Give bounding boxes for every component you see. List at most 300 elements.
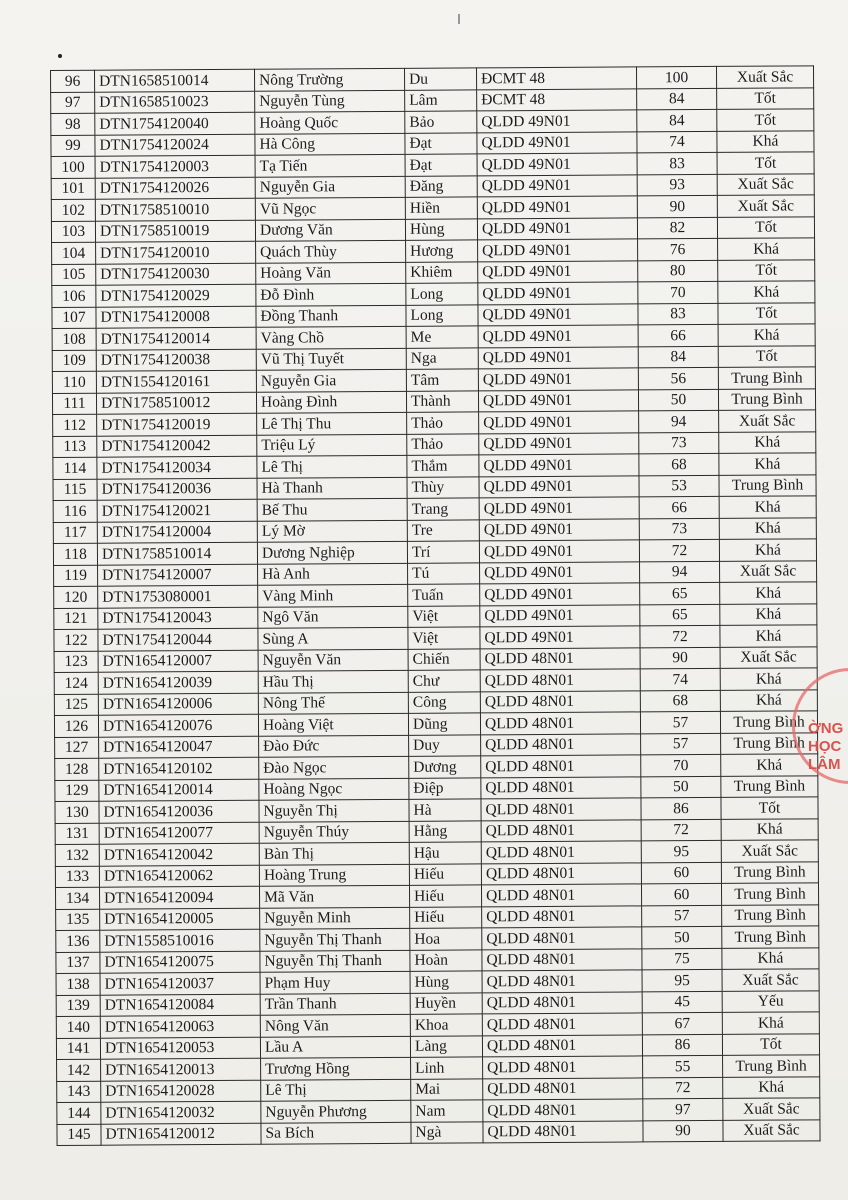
given-name-cell: Đạt — [405, 132, 477, 154]
grade-cell: Khá — [722, 1012, 819, 1034]
score-cell: 84 — [637, 109, 717, 131]
student-score-table — [50, 65, 821, 1146]
class-name-cell: QLDD 48N01 — [482, 1013, 642, 1035]
score-cell: 74 — [640, 668, 720, 690]
grade-cell: Khá — [719, 496, 816, 518]
row-number-cell: 120 — [54, 586, 98, 608]
family-name-cell: Lầu A — [260, 1036, 410, 1058]
row-number-cell: 145 — [57, 1124, 101, 1146]
grade-cell: Khá — [719, 431, 816, 453]
class-name-cell: QLDD 49N01 — [477, 196, 637, 218]
score-cell: 73 — [639, 518, 719, 540]
class-name-cell: QLDD 49N01 — [478, 368, 638, 390]
class-name-cell: QLDD 49N01 — [479, 454, 639, 476]
grade-cell: Khá — [720, 582, 817, 604]
class-name-cell: QLDD 48N01 — [482, 970, 642, 992]
grade-cell: Khá — [721, 754, 818, 776]
score-cell: 72 — [639, 539, 719, 561]
score-cell: 73 — [639, 432, 719, 454]
student-id-cell: DTN1654120005 — [100, 908, 260, 930]
score-cell: 84 — [638, 346, 718, 368]
row-number-cell: 113 — [53, 436, 97, 458]
class-name-cell: QLDD 49N01 — [477, 110, 637, 132]
class-name-cell: QLDD 49N01 — [479, 518, 639, 540]
family-name-cell: Hà Công — [255, 133, 405, 155]
row-number-cell: 101 — [51, 178, 95, 200]
class-name-cell: QLDD 49N01 — [478, 325, 638, 347]
grade-cell: Khá — [720, 689, 817, 711]
given-name-cell: Trang — [407, 498, 479, 520]
class-name-cell: QLDD 48N01 — [481, 884, 641, 906]
row-number-cell: 144 — [57, 1102, 101, 1124]
seal-line: HỌC — [808, 738, 842, 755]
grade-cell: Xuất Sắc — [720, 646, 817, 668]
grade-cell: Trung Bình — [722, 904, 819, 926]
row-number-cell: 130 — [55, 801, 99, 823]
grade-cell: Xuất Sắc — [722, 969, 819, 991]
grade-cell: Xuất Sắc — [717, 173, 814, 195]
student-id-cell: DTN1654120102 — [99, 757, 259, 779]
class-name-cell: QLDD 49N01 — [479, 475, 639, 497]
paper-mark — [458, 14, 460, 24]
family-name-cell: Nông Trường — [254, 68, 404, 90]
row-number-cell: 141 — [56, 1038, 100, 1060]
family-name-cell: Đào Ngọc — [259, 756, 409, 778]
class-name-cell: QLDD 49N01 — [480, 561, 640, 583]
grade-cell: Xuất Sắc — [717, 195, 814, 217]
row-number-cell: 109 — [52, 350, 96, 372]
family-name-cell: Sùng A — [258, 627, 408, 649]
row-number-cell: 102 — [51, 199, 95, 221]
family-name-cell: Nguyễn Minh — [260, 907, 410, 929]
class-name-cell: QLDD 48N01 — [481, 733, 641, 755]
family-name-cell: Hoàng Ngọc — [259, 778, 409, 800]
grade-cell: Khá — [721, 818, 818, 840]
given-name-cell: Thảo — [407, 412, 479, 434]
given-name-cell: Ngà — [411, 1121, 483, 1143]
class-name-cell: QLDD 49N01 — [477, 217, 637, 239]
row-number-cell: 127 — [55, 737, 99, 759]
grade-cell: Khá — [718, 324, 815, 346]
given-name-cell: Chư — [408, 670, 480, 692]
given-name-cell: Hùng — [410, 971, 482, 993]
given-name-cell: Tre — [407, 519, 479, 541]
given-name-cell: Tú — [408, 562, 480, 584]
family-name-cell: Nông Văn — [260, 1014, 410, 1036]
score-cell: 72 — [640, 625, 720, 647]
grade-cell: Trung Bình — [719, 474, 816, 496]
family-name-cell: Nông Thế — [258, 692, 408, 714]
row-number-cell: 122 — [54, 629, 98, 651]
given-name-cell: Long — [406, 304, 478, 326]
given-name-cell: Hiếu — [409, 885, 481, 907]
grade-cell: Trung Bình — [721, 883, 818, 905]
student-id-cell: DTN1754120042 — [97, 435, 257, 457]
given-name-cell: Duy — [409, 734, 481, 756]
score-cell: 65 — [640, 582, 720, 604]
score-cell: 70 — [641, 754, 721, 776]
student-id-cell: DTN1754120029 — [96, 284, 256, 306]
student-id-cell: DTN1754120036 — [97, 478, 257, 500]
grade-cell: Khá — [717, 130, 814, 152]
family-name-cell: Ngô Văn — [258, 606, 408, 628]
grade-cell: Tốt — [722, 1033, 819, 1055]
grade-cell: Khá — [719, 453, 816, 475]
student-id-cell: DTN1754120014 — [96, 327, 256, 349]
given-name-cell: Nam — [411, 1100, 483, 1122]
given-name-cell: Trí — [407, 541, 479, 563]
class-name-cell: QLDD 48N01 — [481, 798, 641, 820]
given-name-cell: Hằng — [409, 820, 481, 842]
row-number-cell: 131 — [55, 823, 99, 845]
family-name-cell: Hoàng Đình — [256, 391, 406, 413]
grade-cell: Xuất Sắc — [720, 560, 817, 582]
score-cell: 68 — [640, 690, 720, 712]
grade-cell: Khá — [718, 281, 815, 303]
grade-cell: Khá — [723, 1076, 820, 1098]
row-number-cell: 136 — [56, 930, 100, 952]
family-name-cell: Bàn Thị — [259, 842, 409, 864]
grade-cell: Tốt — [717, 152, 814, 174]
score-cell: 90 — [643, 1120, 723, 1142]
score-cell: 60 — [641, 862, 721, 884]
seal-text — [808, 720, 843, 774]
given-name-cell: Huyền — [410, 992, 482, 1014]
student-id-cell: DTN1654120075 — [100, 951, 260, 973]
student-id-cell: DTN1758510010 — [95, 198, 255, 220]
student-id-cell: DTN1654120032 — [101, 1101, 261, 1123]
class-name-cell: QLDD 48N01 — [482, 1034, 642, 1056]
row-number-cell: 125 — [54, 694, 98, 716]
row-number-cell: 119 — [54, 565, 98, 587]
family-name-cell: Vàng Chồ — [256, 326, 406, 348]
row-number-cell: 138 — [56, 973, 100, 995]
given-name-cell: Hoa — [410, 928, 482, 950]
score-cell: 83 — [637, 152, 717, 174]
family-name-cell: Đồng Thanh — [256, 305, 406, 327]
student-id-cell: DTN1654120007 — [98, 650, 258, 672]
class-name-cell: QLDD 49N01 — [477, 153, 637, 175]
student-id-cell: DTN1558510016 — [100, 929, 260, 951]
row-number-cell: 105 — [52, 264, 96, 286]
grade-cell: Khá — [719, 517, 816, 539]
given-name-cell: Tuấn — [408, 584, 480, 606]
row-number-cell: 112 — [53, 414, 97, 436]
family-name-cell: Hoàng Văn — [256, 262, 406, 284]
student-id-cell: DTN1654120053 — [100, 1037, 260, 1059]
row-number-cell: 134 — [55, 887, 99, 909]
class-name-cell: QLDD 49N01 — [480, 583, 640, 605]
family-name-cell: Vũ Thị Tuyết — [256, 348, 406, 370]
class-name-cell: QLDD 48N01 — [483, 1077, 643, 1099]
score-cell: 100 — [636, 66, 716, 88]
row-number-cell: 123 — [54, 651, 98, 673]
score-cell: 45 — [642, 991, 722, 1013]
score-cell: 70 — [638, 281, 718, 303]
family-name-cell: Sa Bích — [261, 1122, 411, 1144]
student-id-cell: DTN1758510014 — [97, 542, 257, 564]
grade-cell: Trung Bình — [721, 861, 818, 883]
family-name-cell: Hà Anh — [258, 563, 408, 585]
student-id-cell: DTN1758510019 — [95, 220, 255, 242]
family-name-cell: Hoàng Trung — [259, 864, 409, 886]
score-cell: 50 — [638, 389, 718, 411]
row-number-cell: 133 — [55, 866, 99, 888]
family-name-cell: Nguyễn Thị Thanh — [260, 928, 410, 950]
grade-cell: Xuất Sắc — [721, 840, 818, 862]
given-name-cell: Khoa — [410, 1014, 482, 1036]
score-cell: 76 — [638, 238, 718, 260]
student-id-cell: DTN1754120007 — [98, 564, 258, 586]
score-cell: 75 — [642, 948, 722, 970]
student-id-cell: DTN1754120038 — [96, 349, 256, 371]
class-name-cell: QLDD 49N01 — [480, 626, 640, 648]
student-id-cell: DTN1754120004 — [97, 521, 257, 543]
given-name-cell: Chiến — [408, 648, 480, 670]
given-name-cell: Đạt — [405, 154, 477, 176]
grade-cell: Xuất Sắc — [723, 1098, 820, 1120]
family-name-cell: Nguyễn Thị Thanh — [260, 950, 410, 972]
grade-cell: Trung Bình — [721, 732, 818, 754]
student-id-cell: DTN1654120012 — [101, 1123, 261, 1145]
score-cell: 66 — [638, 324, 718, 346]
grade-cell: Trung Bình — [722, 926, 819, 948]
given-name-cell: Làng — [410, 1035, 482, 1057]
class-name-cell: QLDD 48N01 — [481, 841, 641, 863]
student-id-cell: DTN1654120028 — [101, 1080, 261, 1102]
score-cell: 95 — [642, 969, 722, 991]
class-name-cell: QLDD 49N01 — [478, 239, 638, 261]
class-name-cell: QLDD 49N01 — [479, 497, 639, 519]
row-number-cell: 142 — [57, 1059, 101, 1081]
score-cell: 50 — [642, 926, 722, 948]
class-name-cell: QLDD 49N01 — [477, 131, 637, 153]
given-name-cell: Việt — [408, 627, 480, 649]
grade-cell: Khá — [720, 625, 817, 647]
student-id-cell: DTN1754120043 — [98, 607, 258, 629]
given-name-cell: Thùy — [407, 476, 479, 498]
score-cell: 72 — [643, 1077, 723, 1099]
class-name-cell: QLDD 48N01 — [480, 712, 640, 734]
class-name-cell: QLDD 48N01 — [483, 1120, 643, 1142]
row-number-cell: 98 — [51, 113, 95, 135]
score-cell: 50 — [641, 776, 721, 798]
class-name-cell: QLDD 48N01 — [480, 647, 640, 669]
row-number-cell: 96 — [51, 70, 95, 92]
score-cell: 95 — [641, 840, 721, 862]
row-number-cell: 140 — [56, 1016, 100, 1038]
class-name-cell: QLDD 49N01 — [478, 346, 638, 368]
class-name-cell: QLDD 48N01 — [481, 776, 641, 798]
given-name-cell: Tâm — [406, 369, 478, 391]
student-id-cell: DTN1654120014 — [99, 779, 259, 801]
table-body — [51, 66, 821, 1146]
student-id-cell: DTN1754120010 — [96, 241, 256, 263]
student-id-cell: DTN1654120042 — [99, 843, 259, 865]
student-id-cell: DTN1658510014 — [95, 69, 255, 91]
student-id-cell: DTN1754120008 — [96, 306, 256, 328]
score-cell: 72 — [641, 819, 721, 841]
given-name-cell: Hà — [409, 799, 481, 821]
score-cell: 53 — [639, 475, 719, 497]
class-name-cell: QLDD 49N01 — [477, 174, 637, 196]
family-name-cell: Tạ Tiến — [255, 154, 405, 176]
family-name-cell: Đỗ Đình — [256, 283, 406, 305]
grade-cell: Trung Bình — [718, 388, 815, 410]
grade-cell: Xuất Sắc — [719, 410, 816, 432]
given-name-cell: Hậu — [409, 842, 481, 864]
class-name-cell: QLDD 48N01 — [481, 755, 641, 777]
row-number-cell: 111 — [52, 393, 96, 415]
family-name-cell: Mã Văn — [259, 885, 409, 907]
score-cell: 57 — [641, 733, 721, 755]
class-name-cell: QLDD 48N01 — [482, 948, 642, 970]
class-name-cell: QLDD 49N01 — [479, 411, 639, 433]
family-name-cell: Dương Nghiệp — [257, 541, 407, 563]
family-name-cell: Nguyễn Gia — [255, 176, 405, 198]
given-name-cell: Thành — [406, 390, 478, 412]
given-name-cell: Lâm — [405, 89, 477, 111]
class-name-cell: QLDD 49N01 — [479, 540, 639, 562]
student-id-cell: DTN1758510012 — [96, 392, 256, 414]
row-number-cell: 128 — [55, 758, 99, 780]
student-id-cell: DTN1754120034 — [97, 456, 257, 478]
student-id-cell: DTN1654120036 — [99, 800, 259, 822]
student-id-cell: DTN1654120013 — [101, 1058, 261, 1080]
score-cell: 55 — [643, 1055, 723, 1077]
student-id-cell: DTN1754120021 — [97, 499, 257, 521]
row-number-cell: 103 — [51, 221, 95, 243]
given-name-cell: Hùng — [405, 218, 477, 240]
class-name-cell: QLDD 48N01 — [482, 991, 642, 1013]
class-name-cell: QLDD 48N01 — [480, 669, 640, 691]
score-cell: 74 — [637, 131, 717, 153]
student-id-cell: DTN1754120030 — [96, 263, 256, 285]
class-name-cell: QLDD 49N01 — [478, 260, 638, 282]
grade-cell: Tốt — [721, 797, 818, 819]
class-name-cell: QLDD 48N01 — [483, 1099, 643, 1121]
grade-cell: Tốt — [718, 345, 815, 367]
score-cell: 67 — [642, 1012, 722, 1034]
grade-cell: Xuất Sắc — [716, 66, 813, 88]
given-name-cell: Bảo — [405, 111, 477, 133]
student-id-cell: DTN1754120024 — [95, 134, 255, 156]
score-cell: 56 — [638, 367, 718, 389]
score-cell: 68 — [639, 453, 719, 475]
given-name-cell: Hiền — [405, 197, 477, 219]
class-name-cell: QLDD 48N01 — [483, 1056, 643, 1078]
row-number-cell: 129 — [55, 780, 99, 802]
given-name-cell: Dũng — [408, 713, 480, 735]
student-id-cell: DTN1654120063 — [100, 1015, 260, 1037]
family-name-cell: Nguyễn Phương — [261, 1100, 411, 1122]
given-name-cell: Long — [406, 283, 478, 305]
score-cell: 66 — [639, 496, 719, 518]
bullet-dot — [58, 54, 62, 58]
seal-line: LÂM — [808, 756, 841, 773]
grade-cell: Trung Bình — [723, 1055, 820, 1077]
score-cell: 86 — [641, 797, 721, 819]
given-name-cell: Nga — [406, 347, 478, 369]
student-id-cell: DTN1654120076 — [98, 714, 258, 736]
score-cell: 65 — [640, 604, 720, 626]
class-name-cell: QLDD 49N01 — [480, 604, 640, 626]
row-number-cell: 106 — [52, 285, 96, 307]
class-name-cell: ĐCMT 48 — [476, 67, 636, 89]
row-number-cell: 117 — [53, 522, 97, 544]
student-id-cell: DTN1654120094 — [99, 886, 259, 908]
row-number-cell: 143 — [57, 1081, 101, 1103]
score-cell: 80 — [638, 260, 718, 282]
grade-cell: Yếu — [722, 990, 819, 1012]
score-cell: 86 — [642, 1034, 722, 1056]
score-cell: 57 — [640, 711, 720, 733]
row-number-cell: 110 — [52, 371, 96, 393]
given-name-cell: Hiếu — [410, 906, 482, 928]
grade-cell: Khá — [722, 947, 819, 969]
row-number-cell: 135 — [56, 909, 100, 931]
row-number-cell: 99 — [51, 135, 95, 157]
row-number-cell: 126 — [54, 715, 98, 737]
grade-cell: Trung Bình — [720, 711, 817, 733]
row-number-cell: 139 — [56, 995, 100, 1017]
score-cell: 83 — [638, 303, 718, 325]
family-name-cell: Trương Hồng — [261, 1057, 411, 1079]
score-cell: 93 — [637, 174, 717, 196]
family-name-cell: Lê Thị — [257, 455, 407, 477]
student-id-cell: DTN1754120026 — [95, 177, 255, 199]
student-id-cell: DTN1654120062 — [99, 865, 259, 887]
row-number-cell: 114 — [53, 457, 97, 479]
given-name-cell: Hiếu — [409, 863, 481, 885]
table-row — [57, 1119, 820, 1145]
student-id-cell: DTN1654120047 — [99, 736, 259, 758]
student-id-cell: DTN1654120084 — [100, 994, 260, 1016]
student-id-cell: DTN1754120044 — [98, 628, 258, 650]
grade-cell: Khá — [720, 668, 817, 690]
grade-cell: Tốt — [717, 216, 814, 238]
row-number-cell: 107 — [52, 307, 96, 329]
class-name-cell: QLDD 49N01 — [479, 432, 639, 454]
row-number-cell: 124 — [54, 672, 98, 694]
given-name-cell: Đăng — [405, 175, 477, 197]
given-name-cell: Hoàn — [410, 949, 482, 971]
row-number-cell: 121 — [54, 608, 98, 630]
given-name-cell: Linh — [411, 1057, 483, 1079]
score-cell: 94 — [640, 561, 720, 583]
given-name-cell: Du — [404, 68, 476, 90]
grade-cell: Khá — [719, 539, 816, 561]
score-cell: 90 — [637, 195, 717, 217]
student-id-cell: DTN1754120040 — [95, 112, 255, 134]
row-number-cell: 116 — [53, 500, 97, 522]
family-name-cell: Nguyễn Thúy — [259, 821, 409, 843]
family-name-cell: Nguyễn Tùng — [255, 90, 405, 112]
score-cell: 97 — [643, 1098, 723, 1120]
given-name-cell: Việt — [408, 605, 480, 627]
student-id-cell: DTN1754120019 — [97, 413, 257, 435]
given-name-cell: Mai — [411, 1078, 483, 1100]
score-cell: 60 — [641, 883, 721, 905]
class-name-cell: QLDD 48N01 — [482, 927, 642, 949]
seal-line: ỜNG — [808, 720, 844, 737]
row-number-cell: 118 — [53, 543, 97, 565]
row-number-cell: 108 — [52, 328, 96, 350]
grade-cell: Khá — [720, 603, 817, 625]
given-name-cell: Dương — [409, 756, 481, 778]
student-id-cell: DTN1654120006 — [98, 693, 258, 715]
row-number-cell: 104 — [52, 242, 96, 264]
